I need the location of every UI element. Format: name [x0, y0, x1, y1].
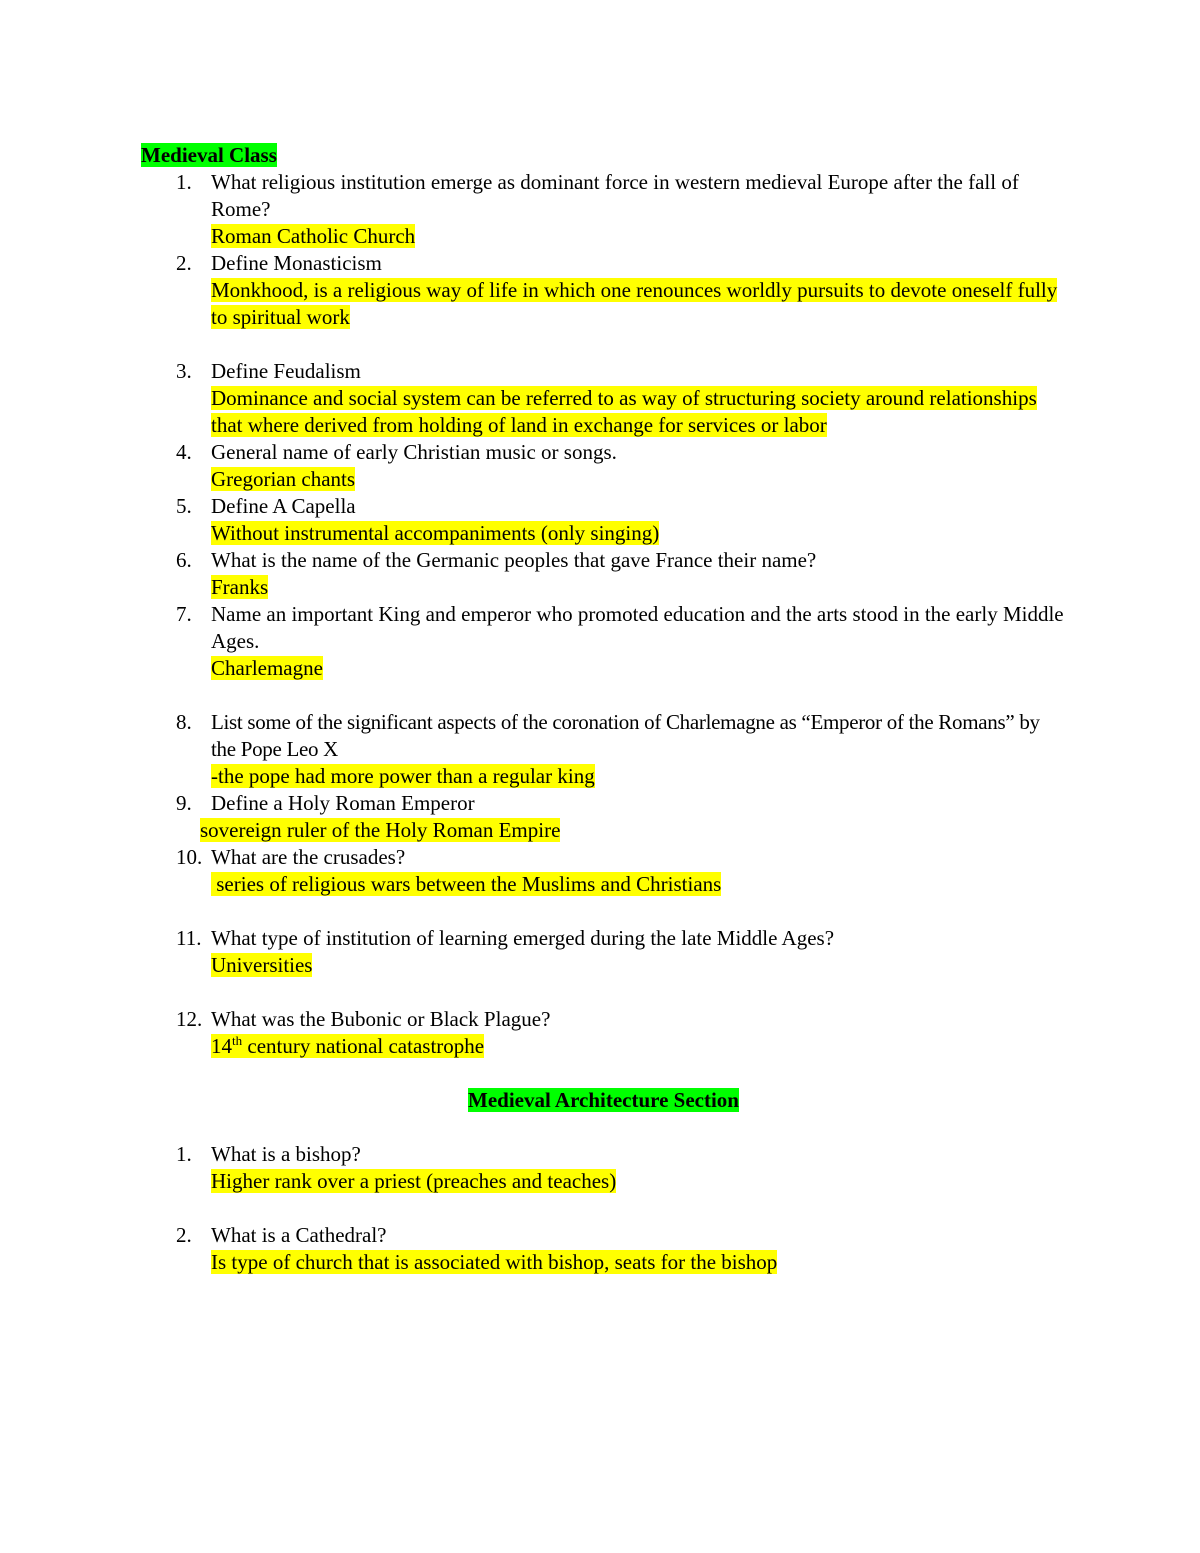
document-content [141, 142, 1066, 1276]
question-number: 10. [176, 845, 203, 869]
answer-text: Roman Catholic Church [211, 224, 416, 248]
question-text: What is a Cathedral? [211, 1223, 387, 1247]
question-number: 2. [176, 251, 192, 275]
question-text: Define A Capella [211, 494, 356, 518]
question-12 [141, 1006, 1066, 1060]
question-2 [141, 250, 1066, 331]
question-number: 7. [176, 602, 192, 626]
answer-text: sovereign ruler of the Holy Roman Empire [200, 818, 561, 842]
question-text: General name of early Christian music or songs. [211, 440, 617, 464]
arch-question-2 [141, 1222, 1066, 1276]
question-1 [141, 169, 1066, 250]
answer-rest: century national catastrophe [242, 1034, 485, 1058]
question-text: Define Monasticism [211, 251, 382, 275]
question-number: 1. [176, 1142, 192, 1166]
answer-text: Without instrumental accompaniments (only singing) [211, 521, 660, 545]
question-number: 9. [176, 791, 192, 815]
question-text: What is the name of the Germanic peoples that gave France their name? [211, 548, 817, 572]
question-8 [141, 709, 1066, 790]
blank-line [141, 1114, 1066, 1141]
question-text: What type of institution of learning emerged during the late Middle Ages? [211, 926, 835, 950]
blank-line [141, 1060, 1066, 1087]
answer-text: Gregorian chants [211, 467, 356, 491]
question-number: 1. [176, 170, 192, 194]
blank-line [141, 979, 1066, 1006]
question-4 [141, 439, 1066, 493]
answer-text: Monkhood, is a religious way of life in which one renounces worldly pursuits to devote oneself fully to spiritual work [211, 278, 1058, 329]
question-text: What religious institution emerge as dominant force in western medieval Europe after the fall of Rome? [211, 170, 1019, 221]
question-number: 4. [176, 440, 192, 464]
question-11 [141, 925, 1066, 979]
answer-text: -the pope had more power than a regular king [211, 764, 595, 788]
question-6 [141, 547, 1066, 601]
answer-superscript: th [232, 1033, 243, 1048]
question-number: 11. [176, 926, 202, 950]
question-number: 3. [176, 359, 192, 383]
section-title-architecture [141, 1087, 1066, 1114]
blank-line [141, 682, 1066, 709]
question-text: What was the Bubonic or Black Plague? [211, 1007, 551, 1031]
question-number: 2. [176, 1223, 192, 1247]
answer-text [211, 1034, 484, 1058]
question-5 [141, 493, 1066, 547]
question-9 [141, 790, 1066, 844]
blank-line [141, 331, 1066, 358]
answer-text: Is type of church that is associated with bishop, seats for the bishop [211, 1250, 778, 1274]
answer-text: Higher rank over a priest (preaches and teaches) [211, 1169, 617, 1193]
question-text: Define a Holy Roman Emperor [211, 791, 475, 815]
question-text: What is a bishop? [211, 1142, 361, 1166]
section-title: Medieval Architecture Section [468, 1088, 739, 1112]
section-title: Medieval Class [141, 143, 277, 167]
question-number: 12. [176, 1007, 203, 1031]
section-title-medieval-class [141, 142, 1066, 169]
question-text: Name an important King and emperor who promoted education and the arts stood in the early Middle Ages. [211, 602, 1064, 653]
question-number: 5. [176, 494, 192, 518]
question-3 [141, 358, 1066, 439]
answer-text: Dominance and social system can be referred to as way of structuring society around relationships that where derived from holding of land in exchange for services or labor [211, 386, 1037, 437]
question-number: 6. [176, 548, 192, 572]
answer-text: Charlemagne [211, 656, 323, 680]
question-number: 8. [176, 710, 192, 734]
question-text: Define Feudalism [211, 359, 361, 383]
arch-question-1 [141, 1141, 1066, 1195]
answer-text: Universities [211, 953, 313, 977]
question-7 [141, 601, 1066, 682]
answer-text: series of religious wars between the Muslims and Christians [211, 872, 722, 896]
question-text: List some of the significant aspects of the coronation of Charlemagne as “Emperor of the Romans” by the Pope Leo X [211, 710, 1040, 761]
answer-text: Franks [211, 575, 269, 599]
blank-line [141, 898, 1066, 925]
answer-ordinal: 14 [211, 1034, 232, 1058]
question-text: What are the crusades? [211, 845, 406, 869]
blank-line [141, 1195, 1066, 1222]
question-10 [141, 844, 1066, 898]
